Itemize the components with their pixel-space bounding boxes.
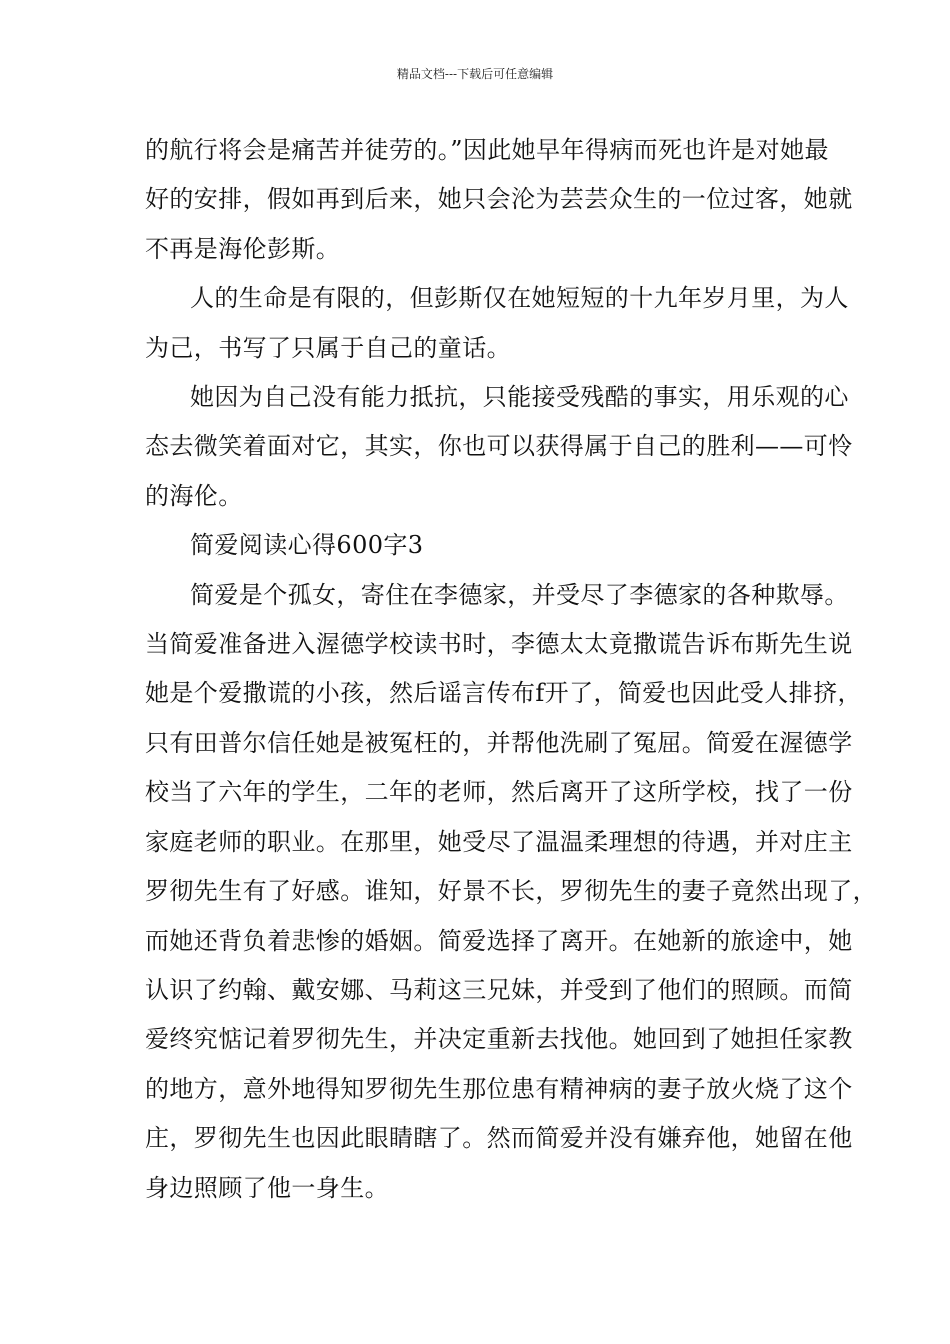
text-line: 当简爱准备进入渥德学校读书时，李德太太竟撒谎告诉布斯先生说 [145, 630, 853, 659]
text-line: 而她还背负着悲惨的婚姻。简爱选择了离开。在她新的旅途中，她 [145, 926, 853, 955]
paragraph-1 [145, 126, 853, 274]
paragraph-3 [145, 373, 853, 521]
text-line: 她是个爱撒谎的小孩，然后谣言传布f开了，简爱也因此受人排挤， [145, 679, 862, 708]
text-line: 只有田普尔信任她是被冤枉的，并帮他洗刷了冤屈。简爱在渥德学 [145, 728, 853, 757]
text-line: 爱终究惦记着罗彻先生，并决定重新去找他。她回到了她担任家教 [145, 1025, 853, 1054]
text-line: 态去微笑着面对它，其实，你也可以获得属于自己的胜利——可怜 [145, 432, 853, 461]
text-line: 家庭老师的职业。在那里，她受尽了温温柔理想的待遇，并对庄主 [145, 827, 853, 856]
text-line: 不再是海伦彭斯。 [145, 234, 341, 263]
text-line: 罗彻先生有了好感。谁知，好景不长，罗彻先生的妻子竟然出现了， [145, 877, 877, 906]
paragraph-2 [145, 274, 849, 373]
document-body [145, 126, 877, 1213]
text-line: 庄，罗彻先生也因此眼睛瞎了。然而简爱并没有嫌弃他，她留在他 [145, 1124, 853, 1153]
text-line: 好的安排，假如再到后来，她只会沦为芸芸众生的一位过客，她就 [145, 185, 853, 214]
page-header: 精品文档---下载后可任意编辑 [396, 67, 554, 81]
text-line: 身边照顾了他一身生。 [145, 1173, 389, 1202]
text-line: 为己，书写了只属于自己的童话。 [145, 333, 511, 362]
text-line: 认识了约翰、戴安娜、马莉这三兄妹，并受到了他们的照顾。而简 [145, 975, 853, 1004]
heading-line: 简爱阅读心得600字3 [190, 531, 424, 560]
paragraph-5 [145, 571, 877, 1213]
text-line: 的海伦。 [145, 481, 243, 510]
text-line: 的航行将会是痛苦并徒劳的。”因此她早年得病而死也许是对她最 [145, 136, 829, 164]
text-line: 她因为自己没有能力抵抗，只能接受残酷的事实，用乐观的心 [190, 383, 849, 412]
section-heading [145, 521, 813, 570]
text-line: 校当了六年的学生，二年的老师，然后离开了这所学校，找了一份 [145, 778, 853, 807]
text-line: 简爱是个孤女，寄住在李德家，并受尽了李德家的各种欺辱。 [190, 580, 849, 609]
text-line: 人的生命是有限的，但彭斯仅在她短短的十九年岁月里，为人 [190, 284, 849, 313]
text-line: 的地方，意外地得知罗彻先生那位患有精神病的妻子放火烧了这个 [145, 1074, 853, 1103]
